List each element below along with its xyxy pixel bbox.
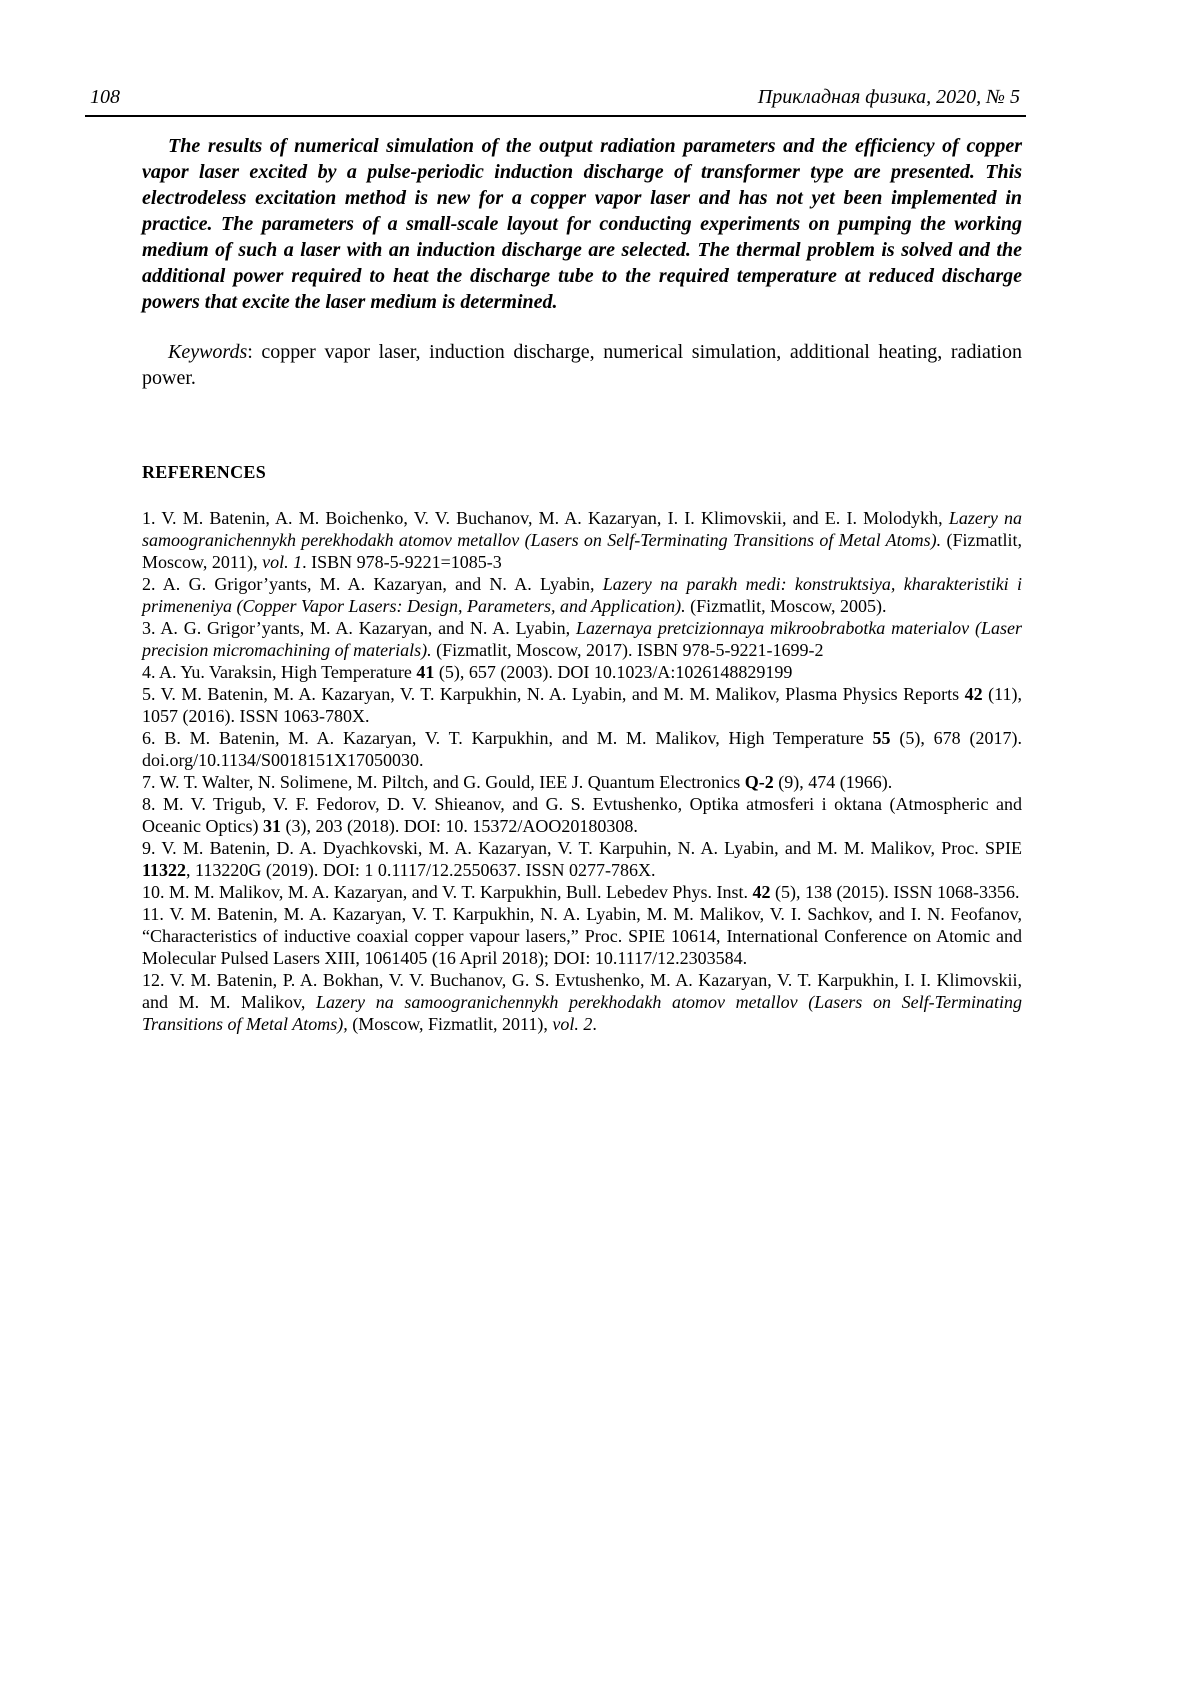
reference-title-italic: Lazernaya pretcizionnaya mikroobrabotka materialov (Laser precision micromachining of materials). [142,618,1022,660]
reference-text: 2. A. G. Grigor’yants, M. A. Kazaryan, and N. A. Lyabin, [142,574,603,594]
reference-item [142,683,1022,727]
reference-text: 3. A. G. Grigor’yants, M. A. Kazaryan, and N. A. Lyabin, [142,618,576,638]
reference-text: , 113220G (2019). DOI: 1 0.1117/12.2550637. ISSN 0277-786X. [186,860,656,880]
reference-text: (Fizmatlit, Moscow, 2005). [685,596,887,616]
reference-text: 12. V. M. Batenin, P. A. Bokhan, V. V. Buchanov, G. S. Evtushenko, M. A. Kazaryan, V. T. Karpukhin, I. I. Klimovskii, and M. M. Malikov, [142,970,1022,1012]
reference-item [142,617,1022,661]
journal-title: Прикладная физика, 2020, № 5 [757,86,1020,108]
reference-volume-bold: 41 [416,662,435,682]
keywords-paragraph [142,339,1022,391]
reference-volume-bold: 11322 [142,860,187,880]
reference-item [142,837,1022,881]
reference-item [142,903,1022,969]
reference-item [142,661,1022,683]
reference-title-italic: vol. 2 [552,1014,593,1034]
page-header [0,0,1200,108]
reference-text: (5), 678 (2017). doi.org/10.1134/S0018151X17050030. [142,728,1022,770]
reference-volume-bold: Q-2 [744,772,774,792]
reference-text: 6. B. M. Batenin, M. A. Kazaryan, V. T. Karpukhin, and M. M. Malikov, High Temperature [142,728,873,748]
reference-text: (9), 474 (1966). [773,772,893,792]
reference-text: (11), 1057 (2016). ISSN 1063-780X. [142,684,1022,726]
reference-item [142,507,1022,573]
reference-item [142,969,1022,1035]
reference-text: 7. W. T. Walter, N. Solimene, M. Piltch, and G. Gould, IEE J. Quantum Electronics [142,772,745,792]
reference-text: 8. M. V. Trigub, V. F. Fedorov, D. V. Shieanov, and G. S. Evtushenko, Optika atmosferi i oktana (Atmospheric and Oceanic Optics) [142,794,1022,836]
header-rule [85,115,1026,117]
references-list [142,507,1022,1035]
reference-title-italic: Lazery na parakh medi: konstruktsiya, kharakteristiki i primeneniya (Copper Vapor Lasers: Design, Parameters, and Application). [142,574,1022,616]
reference-item [142,793,1022,837]
abstract-paragraph: The results of numerical simulation of the output radiation parameters and the efficiency of copper vapor laser excited by a pulse-periodic induction discharge of transformer type are presented. This electrodeless excitation method is new for a copper vapor laser and has not yet been implemented in practice. The parameters of a small-scale layout for conducting experiments on pumping the working medium of such a laser with an induction discharge are selected. The thermal problem is solved and the additional power required to heat the discharge tube to the required temperature at reduced discharge powers that excite the laser medium is determined. [142,135,1022,313]
reference-item [142,881,1022,903]
reference-title-italic: Lazery na samoogranichennykh perekhodakh atomov metallov (Lasers on Self-Terminating Transitions of Metal Atoms). [142,508,1023,550]
reference-item [142,727,1022,771]
reference-volume-bold: 55 [872,728,891,748]
reference-text: 1. V. M. Batenin, A. M. Boichenko, V. V. Buchanov, M. A. Kazaryan, I. I. Klimovskii, and E. I. Molodykh, [142,508,949,528]
reference-text: . [592,1014,597,1034]
reference-text: . ISBN 978-5-9221=1085-3 [302,552,502,572]
reference-text: (Fizmatlit, Moscow, 2011), [142,530,1022,572]
reference-text: 11. V. M. Batenin, M. A. Kazaryan, V. T. Karpukhin, N. A. Lyabin, M. M. Malikov, V. I. Sachkov, and I. N. Feofanov, “Characteristics of inductive coaxial copper vapour lasers,” Proc. SPIE 10614, International Conference on Atomic and Molecular Pulsed Lasers XIII, 1061405 (16 April 2018); DOI: 10.1117/12.2303584. [142,904,1022,968]
reference-volume-bold: 42 [964,684,983,704]
page-number: 108 [90,86,120,108]
reference-volume-bold: 31 [262,816,281,836]
reference-text: (5), 657 (2003). DOI 10.1023/A:1026148829199 [434,662,793,682]
keywords-text: : copper vapor laser, induction discharge, numerical simulation, additional heating, radiation power. [142,341,1022,389]
reference-text: (Fizmatlit, Moscow, 2017). ISBN 978-5-9221-1699-2 [431,640,824,660]
reference-title-italic: Lazery na samoogranichennykh perekhodakh atomov metallov (Lasers on Self-Terminating Transitions of Metal Atoms), [142,992,1023,1034]
reference-text: 4. A. Yu. Varaksin, High Temperature [142,662,417,682]
reference-text: 10. M. M. Malikov, M. A. Kazaryan, and V. T. Karpukhin, Bull. Lebedev Phys. Inst. [142,882,753,902]
reference-item [142,771,1022,793]
reference-text: (3), 203 (2018). DOI: 10. 15372/AOO20180308. [280,816,638,836]
keywords-label: Keywords [168,341,248,363]
reference-volume-bold: 42 [752,882,771,902]
reference-item [142,573,1022,617]
reference-text: 9. V. M. Batenin, D. A. Dyachkovski, M. A. Kazaryan, V. T. Karpuhin, N. A. Lyabin, and M. M. Malikov, Proc. SPIE [142,838,1022,858]
reference-text: (Moscow, Fizmatlit, 2011), [347,1014,553,1034]
reference-text: (5), 138 (2015). ISSN 1068-3356. [770,882,1020,902]
reference-title-italic: vol. 1 [262,552,303,572]
references-heading: REFERENCES [142,462,267,482]
reference-text: 5. V. M. Batenin, M. A. Kazaryan, V. T. Karpukhin, N. A. Lyabin, and M. M. Malikov, Plasma Physics Reports [142,684,965,704]
